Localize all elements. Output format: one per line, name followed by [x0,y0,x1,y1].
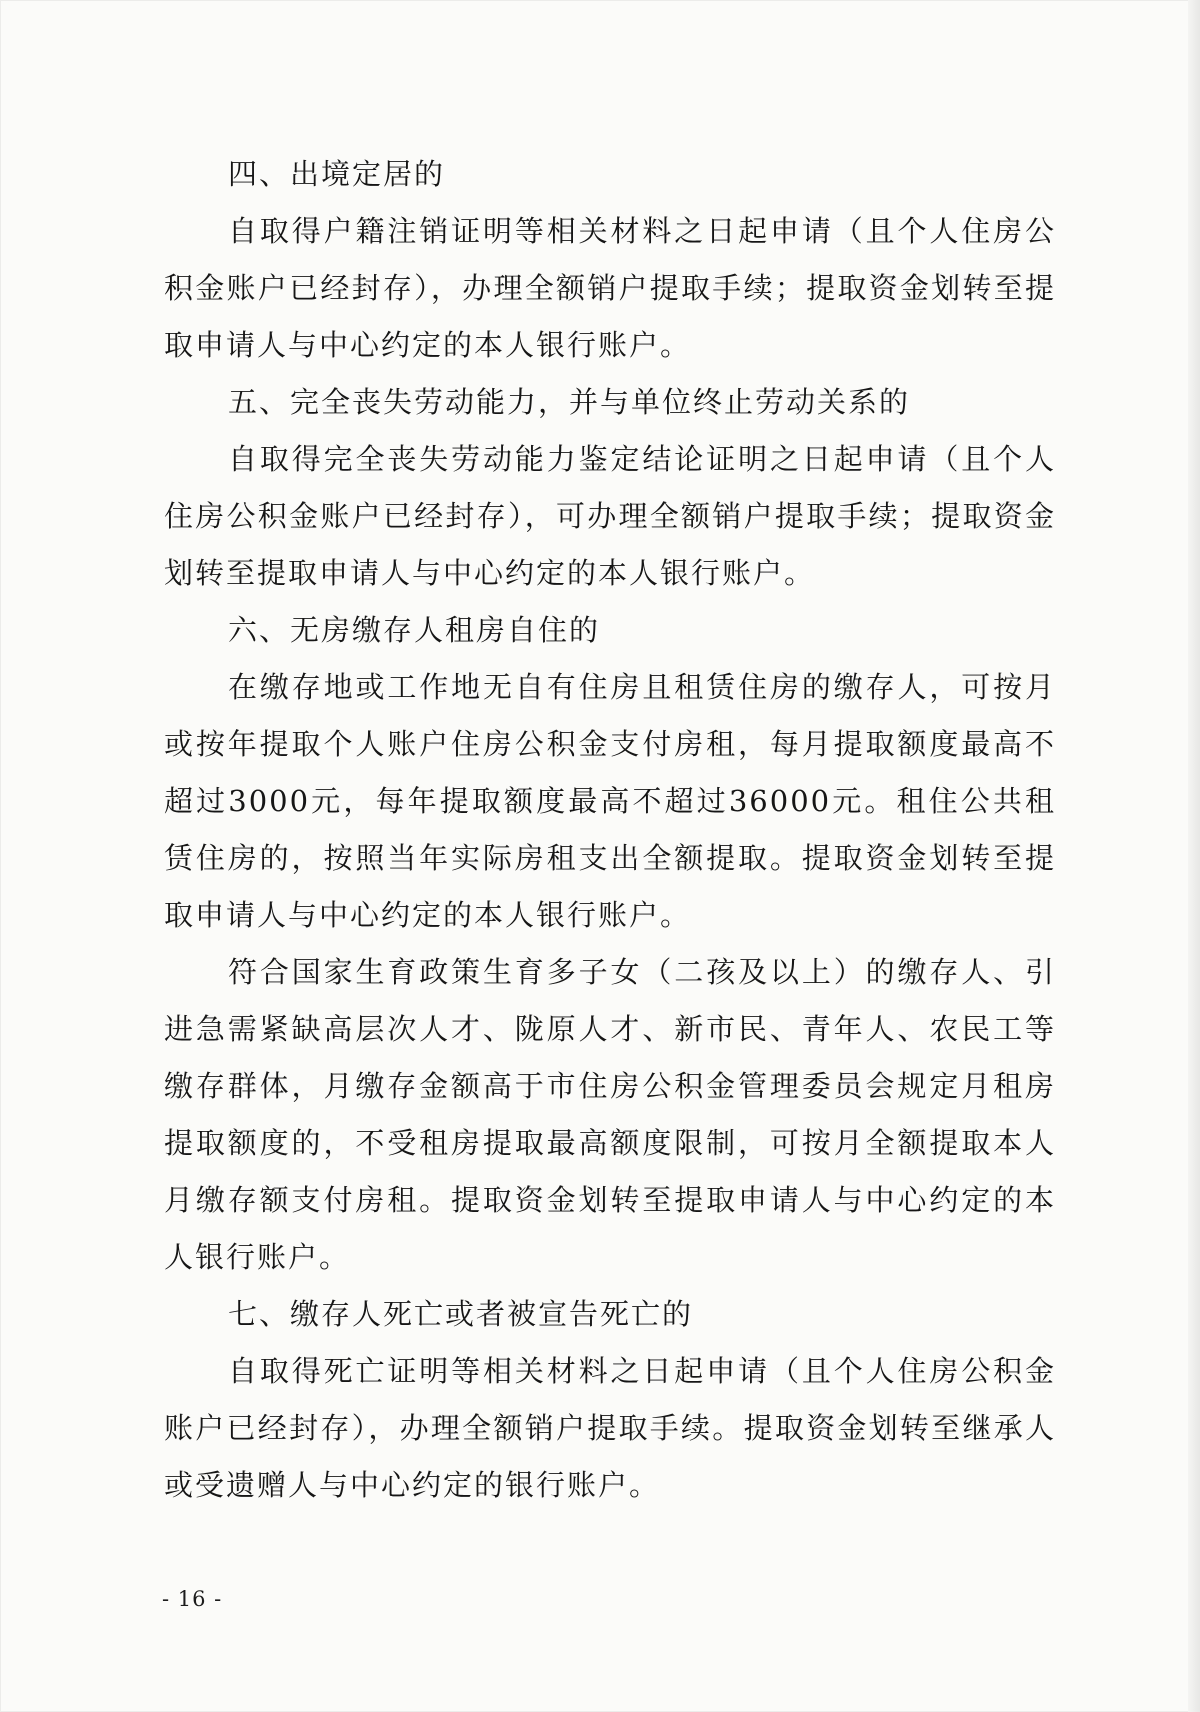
section-body-6-exemption: 符合国家生育政策生育多子女（二孩及以上）的缴存人、引进急需紧缺高层次人才、陇原人才、新市民、青年人、农民工等缴存群体，月缴存金额高于市住房公积金管理委员会规定月租房提取额度的，不受租房提取最高额度限制，可按月全额提取本人月缴存额支付房租。提取资金划转至提取申请人与中心约定的本人银行账户。 [164,955,1056,1274]
section-heading-6: 六、无房缴存人租房自住的 [228,613,601,647]
page-number: - 16 - [162,1587,223,1611]
section-heading-4: 四、出境定居的 [228,157,446,191]
section-body-5: 自取得完全丧失劳动能力鉴定结论证明之日起申请（且个人住房公积金账户已经封存），可办理全额销户提取手续；提取资金划转至提取申请人与中心约定的本人银行账户。 [164,442,1056,590]
document-body [164,146,1056,1514]
page-edge-shadow [1188,0,1200,1712]
section-body-4: 自取得户籍注销证明等相关材料之日起申请（且个人住房公积金账户已经封存），办理全额销户提取手续；提取资金划转至提取申请人与中心约定的本人银行账户。 [164,214,1056,362]
section-heading-5: 五、完全丧失劳动能力，并与单位终止劳动关系的 [228,385,911,419]
section-body-6-rent: 在缴存地或工作地无自有住房且租赁住房的缴存人，可按月或按年提取个人账户住房公积金支付房租，每月提取额度最高不超过3000元，每年提取额度最高不超过36000元。租住公共租赁住房的，按照当年实际房租支出全额提取。提取资金划转至提取申请人与中心约定的本人银行账户。 [164,670,1056,932]
section-body-7: 自取得死亡证明等相关材料之日起申请（且个人住房公积金账户已经封存），办理全额销户提取手续。提取资金划转至继承人或受遗赠人与中心约定的银行账户。 [164,1354,1056,1502]
section-heading-7: 七、缴存人死亡或者被宣告死亡的 [228,1297,694,1331]
